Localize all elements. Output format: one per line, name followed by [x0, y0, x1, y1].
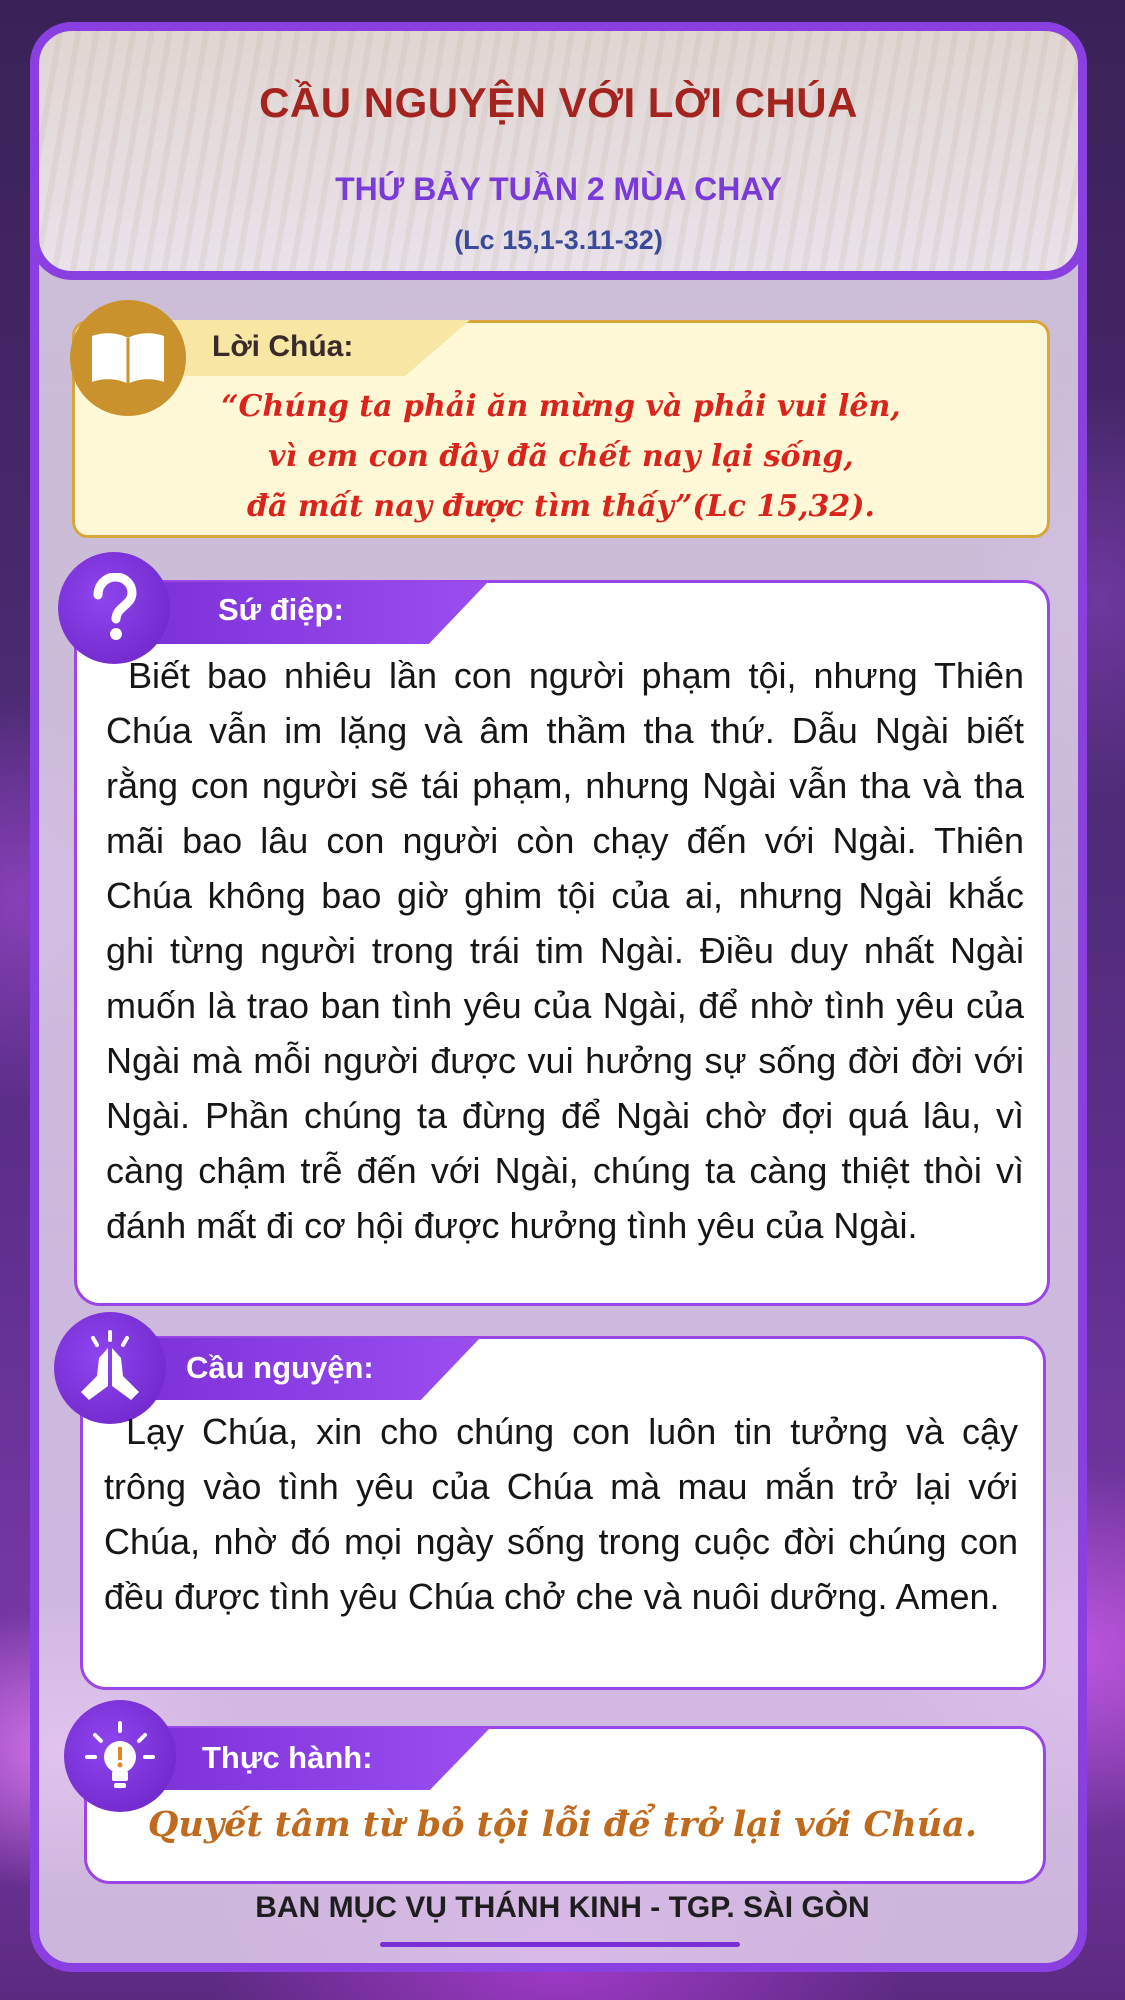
page-title: CẦU NGUYỆN VỚI LỜI CHÚA: [259, 79, 858, 126]
practice-label: Thực hành:: [202, 1740, 373, 1775]
lightbulb-icon: [64, 1700, 176, 1812]
footer-text: BAN MỤC VỤ THÁNH KINH - TGP. SÀI GÒN: [255, 1891, 870, 1924]
footer-divider: [380, 1942, 740, 1947]
prayer-text: Lạy Chúa, xin cho chúng con luôn tin tưởng và cậy trông vào tình yêu của Chúa mà mau mắn trở lại với Chúa, nhờ đó mọi ngày sống trong cuộc đời chúng con đều được tình yêu Chúa chở che và nuôi dưỡng. Amen.: [104, 1411, 1018, 1617]
page-subtitle: THỨ BẢY TUẦN 2 MÙA CHAY: [335, 171, 782, 207]
message-text: Biết bao nhiêu lần con người phạm tội, nhưng Thiên Chúa vẫn im lặng và âm thầm tha thứ. Dẫu Ngài biết rằng con người sẽ tái phạm, nhưng Ngài vẫn tha và tha mãi bao lâu con người còn chạy đến với Ngài. Thiên Chúa không bao giờ ghim tội của ai, nhưng Ngài khắc ghi từng người trong trái tim Ngài. Điều duy nhất Ngài muốn là trao ban tình yêu của Ngài, để nhờ tình yêu của Ngài mà mỗi người được vui hưởng sự sống đời đời với Ngài. Phần chúng ta đừng để Ngài chờ đợi quá lâu, vì càng chậm trễ đến với Ngài, chúng ta càng thiệt thòi vì đánh mất đi cơ hội được hưởng tình yêu của Ngài.: [106, 655, 1024, 1246]
practice-text: Quyết tâm từ bỏ tội lỗi để trở lại với Chúa.: [147, 1804, 978, 1845]
prayer-label: Cầu nguyện:: [186, 1350, 374, 1385]
quote-line: vì em con đây đã chết nay lại sống,: [268, 439, 854, 474]
scripture-reference: (Lc 15,1-3.11-32): [454, 225, 663, 255]
quote-line: đã mất nay được tìm thấy”(Lc 15,32).: [247, 489, 875, 524]
word-of-god-label: Lời Chúa:: [212, 330, 354, 363]
quote-line: “Chúng ta phải ăn mừng và phải vui lên,: [221, 389, 901, 424]
word-of-god-quote: [72, 382, 1050, 532]
header: [30, 22, 1087, 280]
message-label: Sứ điệp:: [218, 592, 344, 627]
